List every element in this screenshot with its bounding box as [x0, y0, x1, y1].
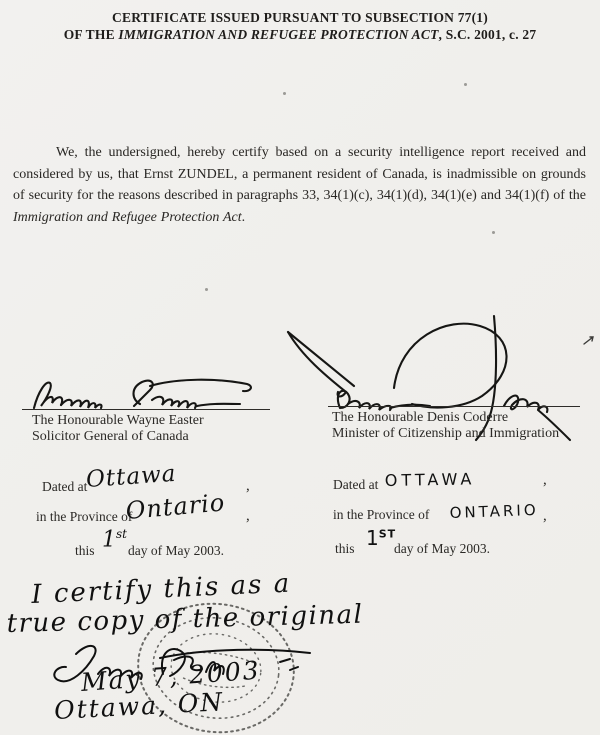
scan-speck — [492, 231, 495, 234]
left-province-label: in the Province of — [36, 509, 133, 524]
left-dated-comma: , — [246, 478, 250, 494]
certification-paragraph — [13, 142, 586, 229]
right-signature-line — [328, 406, 580, 407]
paragraph-period: . — [241, 210, 246, 226]
right-signatory-title: Minister of Citizenship and Immigration — [332, 426, 560, 441]
scan-speck — [464, 83, 467, 86]
left-signatory-name: The Honourable Wayne Easter — [32, 413, 204, 428]
left-signatory-title: Solicitor General of Canada — [32, 429, 189, 444]
right-dated-at-handwritten: OTTAWA — [384, 469, 476, 490]
left-day-ordinal: st — [116, 527, 127, 541]
right-day-rest: day of May 2003. — [394, 541, 490, 556]
left-dated-at-handwritten: Ottawa — [85, 460, 178, 493]
right-day-handwritten — [366, 526, 396, 550]
scan-speck — [283, 92, 286, 95]
right-province-handwritten: ONTARIO — [449, 500, 539, 522]
title-act-name: IMMIGRATION AND REFUGEE PROTECTION ACT — [118, 27, 439, 42]
stray-pen-mark — [582, 334, 596, 348]
right-day-ordinal: ST — [378, 527, 397, 541]
left-signature-line — [22, 409, 270, 410]
right-day-label: this — [335, 541, 355, 556]
right-dated-at-label: Dated at — [333, 477, 379, 492]
left-day-number: 1 — [102, 527, 116, 553]
title-line-2 — [0, 26, 600, 43]
left-province-handwritten: Ontario — [124, 488, 227, 525]
right-dated-comma: , — [543, 472, 547, 488]
document-title — [0, 9, 600, 43]
paragraph-text: We, the undersigned, hereby certify based on a security intelligence report received and considered by us, that Ernst ZUNDEL, a permanent resident of Canada, is inadmissible on grounds of security for the reasons described in paragraphs 33, 34(1)(c), 34(1)(d), 34(1)(e) and 34(1)(f) of the — [13, 145, 586, 204]
certify-line-1: I certify this as a — [30, 568, 292, 610]
left-day-rest: day of May 2003. — [128, 543, 224, 558]
scan-speck — [205, 288, 208, 291]
certify-line-2: true copy of the original — [6, 599, 364, 639]
title-line-2-suffix: , S.C. 2001, c. 27 — [438, 27, 537, 42]
right-signatory-name: The Honourable Denis Coderre — [332, 410, 509, 425]
title-line-2-prefix: OF THE — [63, 27, 119, 42]
left-dated-at-label: Dated at — [42, 479, 88, 494]
certify-place: Ottawa, ON — [53, 687, 225, 725]
certify-date: May 7, 2003 — [79, 655, 262, 697]
left-day-label: this — [75, 543, 95, 558]
right-day-number: 1 — [366, 526, 379, 550]
certifier-signature — [48, 636, 328, 696]
right-province-label: in the Province of — [333, 507, 430, 522]
right-province-comma: , — [543, 508, 547, 524]
left-province-comma: , — [246, 508, 250, 524]
left-day-handwritten — [102, 527, 127, 552]
title-line-1: CERTIFICATE ISSUED PURSUANT TO SUBSECTION 77(1) — [112, 10, 488, 25]
act-name-italic: Immigration and Refugee Protection Act — [13, 210, 242, 226]
